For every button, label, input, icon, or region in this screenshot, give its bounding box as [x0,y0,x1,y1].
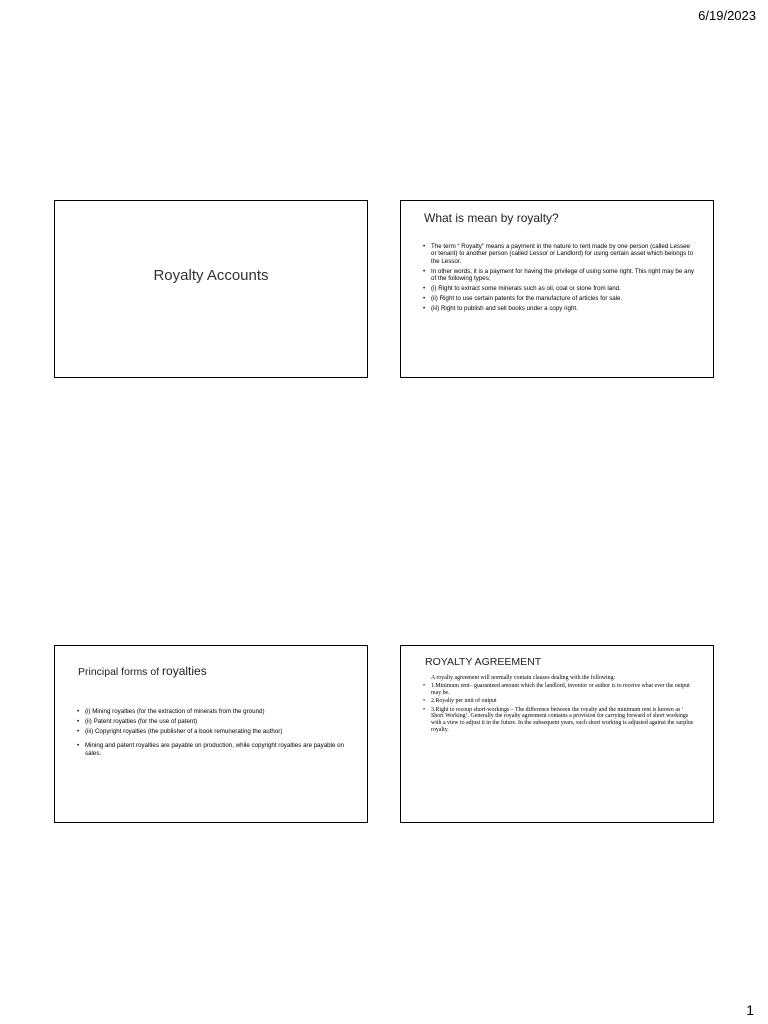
list-item: • 3.Right to recoup short-workings – The difference between the royalty and the minimum rent is known as ‘ Short Working’. Generally the royalty agreement contains a provision for carrying forward of short workings with a view to adjust it in the future. In the subsequent years, such short working is adjusted against the surplus royalty. [423,707,695,734]
list-item: • The term “ Royalty” means a payment in the nature to rent made by one person (called Lessee or tenant) to another person (called Lessor or Landlord) for using certain asset which belongs to the Lessor. [423,243,695,265]
bullet-list [77,708,349,760]
slide-heading: Principal forms of royalties [78,664,207,678]
slide-heading: What is mean by royalty? [424,211,559,225]
list-item: • (ii) Right to use certain patents for the manufacture of articles for sale. [423,295,695,302]
list-item: • (iii) Copyright royalties (the publisher of a book remunerating the author) [77,728,349,735]
slide-1-title [54,200,368,378]
list-item: • 1.Minimum rent– guaranteed amount which the landlord, inventor or author is to receive what ever the output may be. [423,683,695,696]
list-item: • (iii) Right to publish and sell books under a copy right. [423,305,695,312]
list-item: • (i) Right to extract some minerals such as oil, coal or stone from land. [423,285,695,292]
list-item: • (ii) Patent royalties (for the use of patent) [77,718,349,725]
page-date: 6/19/2023 [698,8,756,23]
list-item: • Mining and patent royalties are payable on production, while copyright royalties are payable on sales. [77,742,349,757]
list-item: • In other words, it is a payment for having the privilege of using some right. This right may be any of the following types; [423,268,695,283]
slide-heading: ROYALTY AGREEMENT [425,656,542,668]
page-number: 1 [746,1002,754,1018]
slide-2-definition [400,200,714,378]
list-item: • 2.Royalty per unit of output [423,698,695,705]
bullet-list [423,675,695,735]
list-item: • (i) Mining royalties (for the extraction of minerals from the ground) [77,708,349,715]
slide-title: Royalty Accounts [153,267,269,284]
bullet-list [423,243,695,315]
slide-3-forms [54,645,368,823]
slide-4-agreement [400,645,714,823]
list-intro: A royalty agreement will normally contain clauses dealing with the following: [431,675,616,681]
